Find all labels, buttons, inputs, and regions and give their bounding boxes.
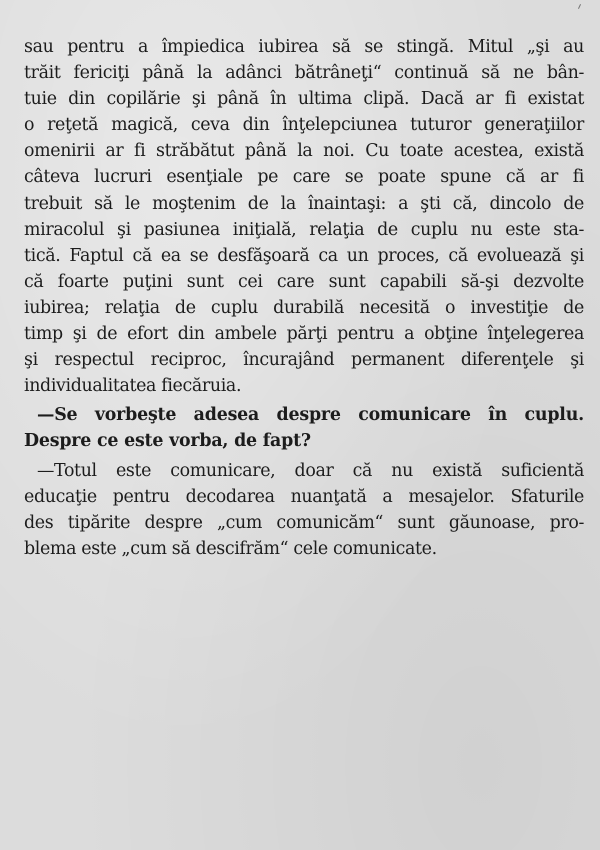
text-line: o reţetă magică, ceva din înţelepciunea tuturor generaţiilor bbox=[24, 115, 584, 136]
text-line: miracolul şi pasiunea iniţială, relaţia de cuplu nu este sta- bbox=[24, 219, 584, 240]
text-line: sau pentru a împiedica iubirea să se stingă. Mitul „şi au bbox=[24, 37, 584, 57]
text-line: timp şi de efort din ambele părţi pentru a obţine înţelegerea bbox=[24, 324, 584, 345]
interview-question bbox=[24, 402, 584, 454]
question-line: —Se vorbeşte adesea despre comunicare în cuplu. bbox=[37, 405, 584, 426]
answer-line: des tipărite despre „cum comunicăm“ sunt găunoase, pro- bbox=[24, 512, 584, 533]
answer-line: educaţie pentru decodarea nuanţată a mesajelor. Sfaturile bbox=[24, 486, 584, 507]
text-line: tică. Faptul că ea se desfăşoară ca un proces, că evoluează şi bbox=[24, 245, 584, 266]
page-text-block bbox=[24, 34, 584, 562]
text-line: şi respectul reciproc, încurajând permanent diferenţele şi bbox=[24, 350, 584, 371]
interview-answer bbox=[24, 458, 584, 562]
answer-line: blema este „cum să descifrăm“ cele comunicate. bbox=[24, 538, 437, 559]
text-line: că foarte puţini sunt cei care sunt capabili să-şi dezvolte bbox=[24, 271, 584, 292]
question-line: Despre ce este vorba, de fapt? bbox=[24, 431, 311, 452]
text-line: individualitatea fiecăruia. bbox=[24, 376, 242, 397]
text-line: tuie din copilărie şi până în ultima clipă. Dacă ar fi existat bbox=[24, 89, 584, 110]
text-line: trebuit să le moştenim de la înaintaşi: a şti că, dincolo de bbox=[24, 193, 584, 214]
body-paragraph bbox=[24, 34, 584, 399]
text-line: trăit fericiţi până la adânci bătrâneţi“ continuă să ne bân- bbox=[24, 63, 584, 84]
text-line: iubirea; relaţia de cuplu durabilă necesită o investiţie de bbox=[24, 297, 584, 318]
page-mark bbox=[578, 4, 581, 9]
answer-line: —Totul este comunicare, doar că nu există suficientă bbox=[37, 460, 584, 481]
text-line: câteva lucruri esenţiale pe care se poate spune că ar fi bbox=[24, 167, 584, 188]
text-line: omenirii ar fi străbătut până la noi. Cu toate acestea, există bbox=[24, 141, 584, 162]
